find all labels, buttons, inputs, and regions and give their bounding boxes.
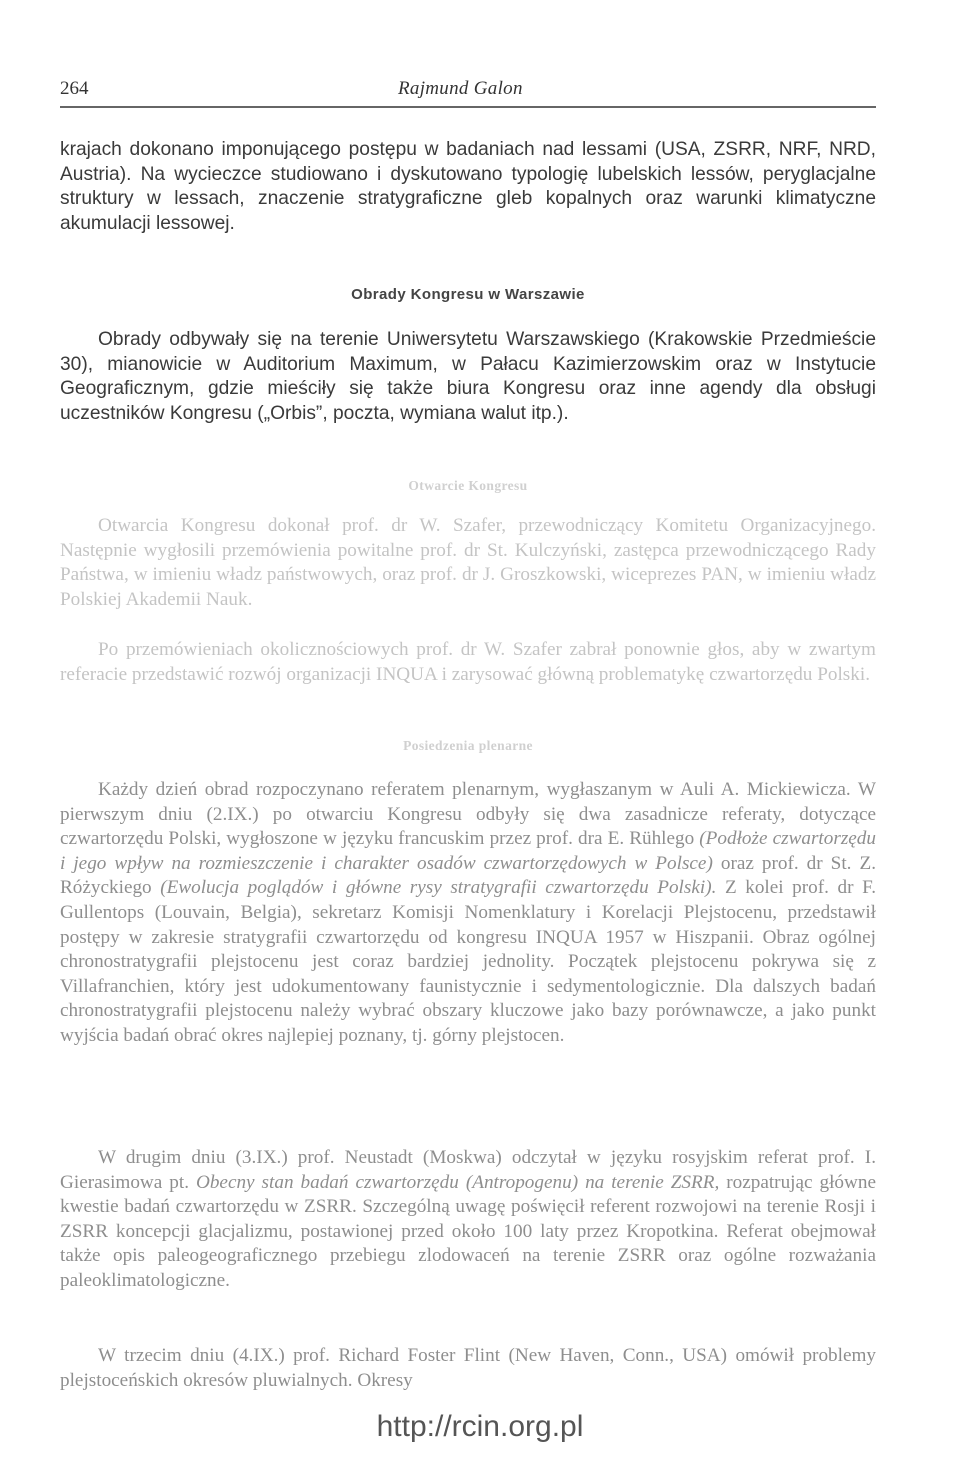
intro-paragraph: krajach dokonano imponującego postępu w badaniach nad lessami (USA, ZSRR, NRF, NRD, Austria). Na wycieczce studiowano i dyskutowano typologię lubelskich lessów, peryglacjalne struktury w lessach, znaczenie stratygraficzne gleb kopalnych oraz warunki klimatyczne akumulacji lessowej. <box>60 139 876 234</box>
plenarne-paragraph-1 <box>60 778 876 1049</box>
running-header <box>60 76 876 106</box>
page-number: 264 <box>60 78 89 99</box>
p2-title-gierasimow: Obecny stan badań czwartorzędu (Antropogenu) na terenie ZSRR, <box>195 1171 720 1193</box>
otwarcie-paragraph-2: Po przemówieniach okolicznościowych prof. dr W. Szafer zabrał ponownie głos, aby w zwartym referacie przedstawić rozwój organizacji INQUA i zarysować główną problematykę czwartorzędu Polski. <box>60 639 876 685</box>
obrady-paragraph: Obrady odbywały się na terenie Uniwersytetu Warszawskiego (Krakowskie Przedmieście 30), mianowicie w Auditorium Maximum, w Pałacu Kazimierzowskim oraz w Instytucie Geograficznym, gdzie mieściły się także biura Kongresu oraz inne agendy dla obsługi uczestników Kongresu („Orbis”, poczta, wymiana walut itp.). <box>60 329 876 424</box>
running-author: Rajmund Galon <box>398 78 523 99</box>
otwarcie-paragraph-1: Otwarcia Kongresu dokonał prof. dr W. Szafer, przewodniczący Komitetu Organizacyjnego. Następnie wygłosili przemówienia powitalne prof. dr St. Kulczyński, zastępca przewodniczącego Rady Państwa, w imieniu władz państwowych, oraz prof. dr J. Groszkowski, wiceprezes PAN, w imieniu władz Polskiej Akademii Nauk. <box>60 515 876 610</box>
p2-text-c: rozpatrując główne kwestie badań czwartorzędu w ZSRR. Szczególną uwagę poświęcił referent rozwojowi na terenie Rosji i ZSRR koncepcji glacjalizmu, postawionej przed około 100 laty przez Kropotkina. Referat obejmował także opis paleogeograficznego przebiegu zlodowaceń na terenie ZSRR oraz ogólne rozważania paleoklimatologiczne. <box>60 1171 876 1291</box>
p2-text-a: W drugim dniu (3.IX.) prof. Neustadt (Moskwa) odczytał w języku rosyjskim referat prof. I. Gierasimowa pt. <box>60 1147 876 1193</box>
watermark-url: http://rcin.org.pl <box>376 1410 584 1443</box>
p1-text-c: oraz prof. dr St. Z. Różyckiego <box>60 852 876 899</box>
section-heading-otwarcie: Otwarcie Kongresu <box>408 478 528 493</box>
plenarne-paragraph-2 <box>60 1146 876 1294</box>
header-rule <box>60 106 876 108</box>
p1-title-rozycki: (Ewolucja poglądów i główne rysy stratygrafii czwartorzędu Polski). <box>160 877 717 899</box>
p1-title-ruhle: (Podłoże czwartorzędu i jego wpływ na rozmieszczenie i charakter osadów czwartorzędowych w Polsce) <box>60 828 876 874</box>
p1-text-e: Z kolei prof. dr F. Gullentops (Louvain, Belgia), sekretarz Komisji Nomenklatury i Korelacji Plejstocenu, przedstawił postępy w zakresie stratygrafii czwartorzędu od kongresu INQUA 1957 w Hiszpanii. Obraz ogólnej chronostratygrafii plejstocenu jest coraz bardziej jednolity. Początek plejstocenu pokrywa się z Villafranchien, który jest udokumentowany faunistycznie i sedymentologicznie. Dla dalszych badań chronostratygrafii plejstocenu należy wybrać obszary kluczowe jako bazy porównawcze, a jako punkt wyjścia badań obrać okres najlepiej poznany, tj. górny plejstocen. <box>60 877 876 1046</box>
p1-text-a: Każdy dzień obrad rozpoczynano referatem plenarnym, wygłaszanym w Auli A. Mickiewicza. W pierwszym dniu (2.IX.) po otwarciu Kongresu odbyły się dwa zasadnicze referaty, dotyczące czwartorzędu Polski, wygłoszone w języku francuskim przez prof. dra E. Rühlego <box>60 779 876 850</box>
section-heading-posiedzenia: Posiedzenia plenarne <box>403 738 533 753</box>
section-heading-obrady: Obrady Kongresu w Warszawie <box>351 286 585 303</box>
plenarne-paragraph-3: W trzecim dniu (4.IX.) prof. Richard Foster Flint (New Haven, Conn., USA) omówił problemy plejstoceńskich okresów pluwialnych. Okresy <box>60 1345 876 1391</box>
